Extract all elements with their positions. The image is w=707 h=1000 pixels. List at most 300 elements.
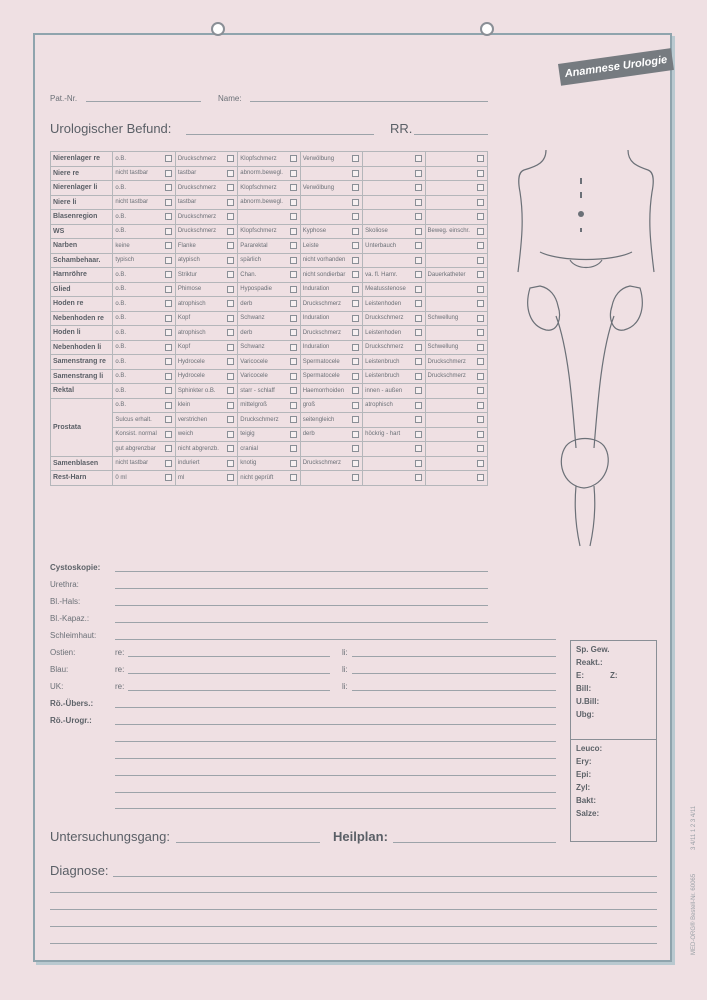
finding-option-label: nicht abgrenzb. bbox=[177, 445, 219, 452]
finding-checkbox[interactable] bbox=[352, 155, 359, 162]
finding-option-label: atrophisch bbox=[177, 329, 206, 336]
finding-checkbox[interactable] bbox=[165, 358, 172, 365]
finding-checkbox[interactable] bbox=[290, 344, 297, 351]
uk-li-field[interactable] bbox=[352, 690, 556, 691]
finding-checkbox[interactable] bbox=[227, 257, 234, 264]
findings-row bbox=[51, 355, 488, 370]
finding-option bbox=[238, 355, 300, 370]
finding-checkbox[interactable] bbox=[290, 170, 297, 177]
finding-option bbox=[425, 413, 487, 428]
finding-checkbox[interactable] bbox=[477, 155, 484, 162]
finding-option bbox=[425, 369, 487, 384]
finding-checkbox[interactable] bbox=[415, 242, 422, 249]
finding-option bbox=[300, 268, 362, 283]
finding-checkbox[interactable] bbox=[477, 431, 484, 438]
urethra-right bbox=[590, 486, 595, 546]
finding-checkbox[interactable] bbox=[227, 344, 234, 351]
finding-checkbox[interactable] bbox=[415, 271, 422, 278]
finding-checkbox[interactable] bbox=[415, 460, 422, 467]
finding-option bbox=[113, 442, 175, 457]
finding-checkbox[interactable] bbox=[290, 286, 297, 293]
finding-option bbox=[300, 413, 362, 428]
finding-option-label: Klopfschmerz bbox=[240, 184, 277, 191]
finding-option bbox=[363, 456, 425, 471]
finding-checkbox[interactable] bbox=[165, 271, 172, 278]
finding-option bbox=[300, 195, 362, 210]
finding-checkbox[interactable] bbox=[477, 257, 484, 264]
findings-row bbox=[51, 210, 488, 225]
finding-checkbox[interactable] bbox=[290, 199, 297, 206]
finding-option-label: Schwellung bbox=[427, 344, 459, 351]
finding-option-label: nicht vorhanden bbox=[302, 257, 346, 264]
finding-checkbox[interactable] bbox=[165, 402, 172, 409]
finding-checkbox[interactable] bbox=[227, 416, 234, 423]
uk-re-field[interactable] bbox=[128, 690, 330, 691]
finding-checkbox[interactable] bbox=[477, 300, 484, 307]
schleimhaut-field[interactable] bbox=[115, 639, 556, 640]
findings-row bbox=[51, 181, 488, 196]
finding-checkbox[interactable] bbox=[165, 155, 172, 162]
finding-checkbox[interactable] bbox=[227, 213, 234, 220]
finding-option bbox=[363, 311, 425, 326]
finding-checkbox[interactable] bbox=[290, 474, 297, 481]
finding-checkbox[interactable] bbox=[352, 315, 359, 322]
finding-option-label: Spermatocele bbox=[302, 358, 340, 365]
torso-lower-curve bbox=[570, 260, 602, 268]
finding-checkbox[interactable] bbox=[165, 257, 172, 264]
ostien-re-field[interactable] bbox=[128, 656, 330, 657]
row-header: Harnröhre bbox=[51, 268, 113, 283]
finding-option bbox=[238, 471, 300, 486]
finding-checkbox[interactable] bbox=[352, 213, 359, 220]
finding-option-label: Kyphose bbox=[302, 228, 327, 235]
finding-option bbox=[113, 297, 175, 312]
finding-option-label: Dauerkatheter bbox=[427, 271, 466, 278]
finding-checkbox[interactable] bbox=[165, 228, 172, 235]
finding-checkbox[interactable] bbox=[290, 155, 297, 162]
finding-option-label: spärlich bbox=[240, 257, 261, 264]
row-header: Rest-Harn bbox=[51, 471, 113, 486]
finding-checkbox[interactable] bbox=[477, 387, 484, 394]
finding-checkbox[interactable] bbox=[415, 155, 422, 162]
finding-checkbox[interactable] bbox=[477, 344, 484, 351]
finding-checkbox[interactable] bbox=[352, 300, 359, 307]
finding-checkbox[interactable] bbox=[352, 431, 359, 438]
finding-checkbox[interactable] bbox=[415, 199, 422, 206]
finding-checkbox[interactable] bbox=[165, 213, 172, 220]
finding-checkbox[interactable] bbox=[227, 199, 234, 206]
finding-checkbox[interactable] bbox=[352, 170, 359, 177]
finding-option bbox=[363, 282, 425, 297]
finding-checkbox[interactable] bbox=[227, 271, 234, 278]
finding-checkbox[interactable] bbox=[165, 315, 172, 322]
finding-option-label: abnorm.bewegl. bbox=[240, 199, 283, 206]
finding-option bbox=[425, 427, 487, 442]
finding-checkbox[interactable] bbox=[165, 460, 172, 467]
finding-option bbox=[425, 268, 487, 283]
finding-checkbox[interactable] bbox=[165, 416, 172, 423]
finding-checkbox[interactable] bbox=[290, 460, 297, 467]
pat-nr-label: Pat.-Nr. bbox=[50, 94, 78, 103]
finding-option-label: seitengleich bbox=[302, 416, 335, 423]
finding-option bbox=[300, 311, 362, 326]
finding-option bbox=[175, 384, 237, 399]
finding-checkbox[interactable] bbox=[290, 213, 297, 220]
finding-checkbox[interactable] bbox=[165, 170, 172, 177]
finding-option bbox=[363, 427, 425, 442]
finding-option bbox=[175, 166, 237, 181]
finding-option bbox=[425, 166, 487, 181]
finding-checkbox[interactable] bbox=[415, 286, 422, 293]
finding-checkbox[interactable] bbox=[352, 460, 359, 467]
finding-checkbox[interactable] bbox=[290, 431, 297, 438]
ureter-right bbox=[594, 316, 614, 448]
blau-re-label: re: bbox=[115, 665, 125, 674]
form-code: 3 4/11 1 2 3 4/11 bbox=[691, 805, 697, 850]
finding-option bbox=[175, 355, 237, 370]
untersuchung-label: Untersuchungsgang: bbox=[50, 829, 170, 844]
finding-checkbox[interactable] bbox=[227, 445, 234, 452]
lab-label: Ubg: bbox=[576, 710, 595, 719]
lab-label: Reakt.: bbox=[576, 658, 603, 667]
blau-re-field[interactable] bbox=[128, 673, 330, 674]
finding-checkbox[interactable] bbox=[227, 315, 234, 322]
finding-option-label: Druckschmerz bbox=[240, 416, 279, 423]
finding-option-label: Varicocele bbox=[240, 373, 268, 380]
finding-option-label: gut abgrenzbar bbox=[115, 445, 156, 452]
finding-checkbox[interactable] bbox=[352, 416, 359, 423]
finding-checkbox[interactable] bbox=[290, 445, 297, 452]
torso-midline-mark bbox=[580, 192, 582, 198]
finding-checkbox[interactable] bbox=[165, 184, 172, 191]
finding-checkbox[interactable] bbox=[352, 271, 359, 278]
finding-checkbox[interactable] bbox=[477, 170, 484, 177]
finding-checkbox[interactable] bbox=[352, 373, 359, 380]
finding-checkbox[interactable] bbox=[477, 373, 484, 380]
row-header: WS bbox=[51, 224, 113, 239]
finding-checkbox[interactable] bbox=[165, 445, 172, 452]
finding-checkbox[interactable] bbox=[165, 300, 172, 307]
finding-checkbox[interactable] bbox=[477, 286, 484, 293]
finding-checkbox[interactable] bbox=[165, 199, 172, 206]
finding-checkbox[interactable] bbox=[352, 387, 359, 394]
finding-checkbox[interactable] bbox=[477, 402, 484, 409]
finding-checkbox[interactable] bbox=[165, 373, 172, 380]
finding-option bbox=[175, 311, 237, 326]
finding-option bbox=[238, 195, 300, 210]
finding-checkbox[interactable] bbox=[477, 213, 484, 220]
finding-checkbox[interactable] bbox=[290, 271, 297, 278]
finding-checkbox[interactable] bbox=[227, 184, 234, 191]
notes-line[interactable] bbox=[115, 741, 556, 742]
blau-li-label: li: bbox=[342, 665, 348, 674]
finding-checkbox[interactable] bbox=[165, 431, 172, 438]
finding-checkbox[interactable] bbox=[290, 358, 297, 365]
heilplan-label: Heilplan: bbox=[333, 829, 388, 844]
finding-checkbox[interactable] bbox=[227, 358, 234, 365]
befund-field[interactable] bbox=[186, 134, 374, 135]
finding-checkbox[interactable] bbox=[227, 474, 234, 481]
finding-checkbox[interactable] bbox=[415, 300, 422, 307]
ostien-label: Ostien: bbox=[50, 648, 76, 657]
finding-checkbox[interactable] bbox=[352, 242, 359, 249]
finding-checkbox[interactable] bbox=[290, 257, 297, 264]
diagnose-field[interactable] bbox=[113, 876, 657, 877]
finding-checkbox[interactable] bbox=[352, 199, 359, 206]
finding-option-label: Leistenbruch bbox=[365, 373, 400, 380]
finding-checkbox[interactable] bbox=[415, 373, 422, 380]
diagnose-label: Diagnose: bbox=[50, 863, 109, 878]
lab-label: Salze: bbox=[576, 809, 600, 818]
finding-checkbox[interactable] bbox=[165, 286, 172, 293]
finding-checkbox[interactable] bbox=[415, 329, 422, 336]
finding-option bbox=[113, 311, 175, 326]
notes-line[interactable] bbox=[115, 758, 556, 759]
finding-option bbox=[175, 398, 237, 413]
finding-option-label: Beweg. einschr. bbox=[427, 228, 470, 235]
finding-option-label: Druckschmerz bbox=[427, 373, 466, 380]
finding-checkbox[interactable] bbox=[477, 358, 484, 365]
lab-label: Sp. Gew. bbox=[576, 645, 610, 654]
finding-checkbox[interactable] bbox=[227, 286, 234, 293]
blkapaz-field[interactable] bbox=[115, 622, 488, 623]
finding-checkbox[interactable] bbox=[290, 387, 297, 394]
finding-option-label: o.B. bbox=[115, 271, 127, 278]
finding-option bbox=[175, 471, 237, 486]
finding-checkbox[interactable] bbox=[227, 228, 234, 235]
finding-checkbox[interactable] bbox=[165, 387, 172, 394]
finding-checkbox[interactable] bbox=[352, 228, 359, 235]
finding-option-label: Skoliose bbox=[365, 228, 388, 235]
finding-option-label: typisch bbox=[115, 257, 135, 264]
finding-checkbox[interactable] bbox=[415, 213, 422, 220]
ostien-li-label: li: bbox=[342, 648, 348, 657]
roe-uebers-field[interactable] bbox=[115, 707, 556, 708]
finding-option bbox=[175, 427, 237, 442]
finding-checkbox[interactable] bbox=[227, 242, 234, 249]
lab-label: Z: bbox=[610, 671, 618, 680]
finding-option bbox=[300, 181, 362, 196]
findings-table bbox=[50, 151, 488, 486]
lab-label: Ery: bbox=[576, 757, 592, 766]
findings-row bbox=[51, 311, 488, 326]
finding-option-label: Striktur bbox=[177, 271, 197, 278]
finding-checkbox[interactable] bbox=[477, 315, 484, 322]
finding-checkbox[interactable] bbox=[415, 474, 422, 481]
finding-checkbox[interactable] bbox=[227, 431, 234, 438]
finding-checkbox[interactable] bbox=[227, 460, 234, 467]
finding-option bbox=[175, 152, 237, 167]
finding-checkbox[interactable] bbox=[290, 300, 297, 307]
roe-urogr-label: Rö.-Urogr.: bbox=[50, 716, 92, 725]
finding-option bbox=[113, 384, 175, 399]
finding-option bbox=[425, 195, 487, 210]
finding-checkbox[interactable] bbox=[352, 474, 359, 481]
finding-checkbox[interactable] bbox=[227, 329, 234, 336]
finding-checkbox[interactable] bbox=[477, 445, 484, 452]
finding-checkbox[interactable] bbox=[352, 329, 359, 336]
blau-li-field[interactable] bbox=[352, 673, 556, 674]
finding-checkbox[interactable] bbox=[227, 387, 234, 394]
finding-checkbox[interactable] bbox=[415, 402, 422, 409]
finding-option-label: Induration bbox=[302, 286, 330, 293]
finding-option-label: o.B. bbox=[115, 228, 127, 235]
finding-checkbox[interactable] bbox=[352, 402, 359, 409]
finding-checkbox[interactable] bbox=[415, 387, 422, 394]
finding-checkbox[interactable] bbox=[352, 286, 359, 293]
finding-checkbox[interactable] bbox=[477, 271, 484, 278]
finding-checkbox[interactable] bbox=[227, 402, 234, 409]
findings-row bbox=[51, 282, 488, 297]
finding-option-label: Chan. bbox=[240, 271, 257, 278]
finding-checkbox[interactable] bbox=[227, 373, 234, 380]
row-header: Hoden re bbox=[51, 297, 113, 312]
notes-line[interactable] bbox=[115, 775, 556, 776]
finding-checkbox[interactable] bbox=[477, 184, 484, 191]
finding-option-label: Hydrocele bbox=[177, 358, 205, 365]
finding-checkbox[interactable] bbox=[352, 257, 359, 264]
finding-checkbox[interactable] bbox=[415, 344, 422, 351]
finding-option bbox=[300, 239, 362, 254]
finding-checkbox[interactable] bbox=[477, 474, 484, 481]
finding-option-label: o.B. bbox=[115, 387, 127, 394]
finding-option-label: va. fl. Harnr. bbox=[365, 271, 398, 278]
finding-checkbox[interactable] bbox=[290, 315, 297, 322]
findings-row bbox=[51, 340, 488, 355]
finding-checkbox[interactable] bbox=[477, 416, 484, 423]
finding-checkbox[interactable] bbox=[290, 329, 297, 336]
finding-checkbox[interactable] bbox=[477, 460, 484, 467]
finding-checkbox[interactable] bbox=[415, 431, 422, 438]
finding-checkbox[interactable] bbox=[290, 402, 297, 409]
finding-option bbox=[300, 398, 362, 413]
finding-checkbox[interactable] bbox=[165, 344, 172, 351]
finding-option bbox=[300, 355, 362, 370]
finding-option-label: Druckschmerz bbox=[302, 460, 342, 467]
diagnose-line[interactable] bbox=[50, 892, 657, 893]
findings-row bbox=[51, 224, 488, 239]
finding-checkbox[interactable] bbox=[415, 257, 422, 264]
blhals-field[interactable] bbox=[115, 605, 488, 606]
finding-option-label: Leiste bbox=[302, 242, 319, 249]
punch-hole-right bbox=[480, 22, 494, 36]
notes-line[interactable] bbox=[115, 792, 556, 793]
finding-option-label: Verwölbung bbox=[302, 155, 335, 162]
finding-option-label: nicht tastbar bbox=[115, 460, 149, 467]
diagnose-line[interactable] bbox=[50, 909, 657, 910]
finding-checkbox[interactable] bbox=[290, 228, 297, 235]
finding-option bbox=[300, 427, 362, 442]
uk-re-label: re: bbox=[115, 682, 125, 691]
urine-lab-divider bbox=[570, 739, 657, 740]
name-field[interactable] bbox=[250, 101, 488, 102]
ostien-li-field[interactable] bbox=[352, 656, 556, 657]
finding-option bbox=[363, 268, 425, 283]
finding-checkbox[interactable] bbox=[415, 228, 422, 235]
finding-checkbox[interactable] bbox=[415, 416, 422, 423]
finding-option bbox=[425, 398, 487, 413]
finding-option-label: Druckschmerz bbox=[177, 228, 217, 235]
kidney-left bbox=[528, 286, 560, 330]
finding-option-label: höckrig - hart bbox=[365, 431, 401, 438]
uk-li-label: li: bbox=[342, 682, 348, 691]
finding-checkbox[interactable] bbox=[290, 242, 297, 249]
lab-label: U.Bill: bbox=[576, 697, 600, 706]
rr-field[interactable] bbox=[414, 134, 488, 135]
finding-checkbox[interactable] bbox=[290, 416, 297, 423]
findings-row bbox=[51, 456, 488, 471]
finding-checkbox[interactable] bbox=[352, 344, 359, 351]
finding-option bbox=[363, 152, 425, 167]
urethra-field[interactable] bbox=[115, 588, 488, 589]
finding-checkbox[interactable] bbox=[290, 373, 297, 380]
finding-checkbox[interactable] bbox=[477, 242, 484, 249]
finding-option-label: o.B. bbox=[115, 213, 127, 220]
row-header: Glied bbox=[51, 282, 113, 297]
finding-option bbox=[113, 427, 175, 442]
findings-row bbox=[51, 253, 488, 268]
row-header: Rektal bbox=[51, 384, 113, 399]
row-header: Nierenlager re bbox=[51, 152, 113, 167]
finding-checkbox[interactable] bbox=[352, 184, 359, 191]
finding-checkbox[interactable] bbox=[227, 170, 234, 177]
finding-option bbox=[113, 181, 175, 196]
finding-checkbox[interactable] bbox=[415, 315, 422, 322]
row-header: Blasenregion bbox=[51, 210, 113, 225]
finding-checkbox[interactable] bbox=[477, 329, 484, 336]
finding-option bbox=[425, 355, 487, 370]
pat-nr-field[interactable] bbox=[86, 101, 201, 102]
finding-checkbox[interactable] bbox=[165, 242, 172, 249]
finding-checkbox[interactable] bbox=[290, 184, 297, 191]
finding-option bbox=[113, 268, 175, 283]
finding-option bbox=[113, 195, 175, 210]
finding-checkbox[interactable] bbox=[477, 228, 484, 235]
finding-option bbox=[175, 210, 237, 225]
finding-checkbox[interactable] bbox=[352, 445, 359, 452]
untersuchung-field[interactable] bbox=[176, 842, 320, 843]
finding-option bbox=[113, 413, 175, 428]
finding-checkbox[interactable] bbox=[415, 184, 422, 191]
finding-option bbox=[175, 253, 237, 268]
finding-checkbox[interactable] bbox=[477, 199, 484, 206]
torso-pelvis-line bbox=[540, 252, 632, 260]
finding-checkbox[interactable] bbox=[227, 155, 234, 162]
finding-option-label: o.B. bbox=[115, 358, 127, 365]
ostien-re-label: re: bbox=[115, 648, 125, 657]
finding-checkbox[interactable] bbox=[165, 474, 172, 481]
diagnose-line[interactable] bbox=[50, 943, 657, 944]
lab-label: E: bbox=[576, 671, 584, 680]
finding-checkbox[interactable] bbox=[415, 358, 422, 365]
notes-line[interactable] bbox=[115, 808, 556, 809]
finding-checkbox[interactable] bbox=[415, 170, 422, 177]
cysto-field[interactable] bbox=[115, 571, 488, 572]
finding-checkbox[interactable] bbox=[352, 358, 359, 365]
finding-option-label: innen - außen bbox=[365, 387, 403, 394]
finding-checkbox[interactable] bbox=[165, 329, 172, 336]
finding-checkbox[interactable] bbox=[415, 445, 422, 452]
finding-option-label: o.B. bbox=[115, 402, 127, 409]
finding-option-label: nicht sondierbar bbox=[302, 271, 346, 278]
bladder bbox=[561, 439, 608, 489]
diagnose-line[interactable] bbox=[50, 926, 657, 927]
roe-urogr-field[interactable] bbox=[115, 724, 556, 725]
finding-checkbox[interactable] bbox=[227, 300, 234, 307]
finding-option-label: keine bbox=[115, 242, 130, 249]
heilplan-field[interactable] bbox=[393, 842, 556, 843]
row-header: Samenstrang li bbox=[51, 369, 113, 384]
